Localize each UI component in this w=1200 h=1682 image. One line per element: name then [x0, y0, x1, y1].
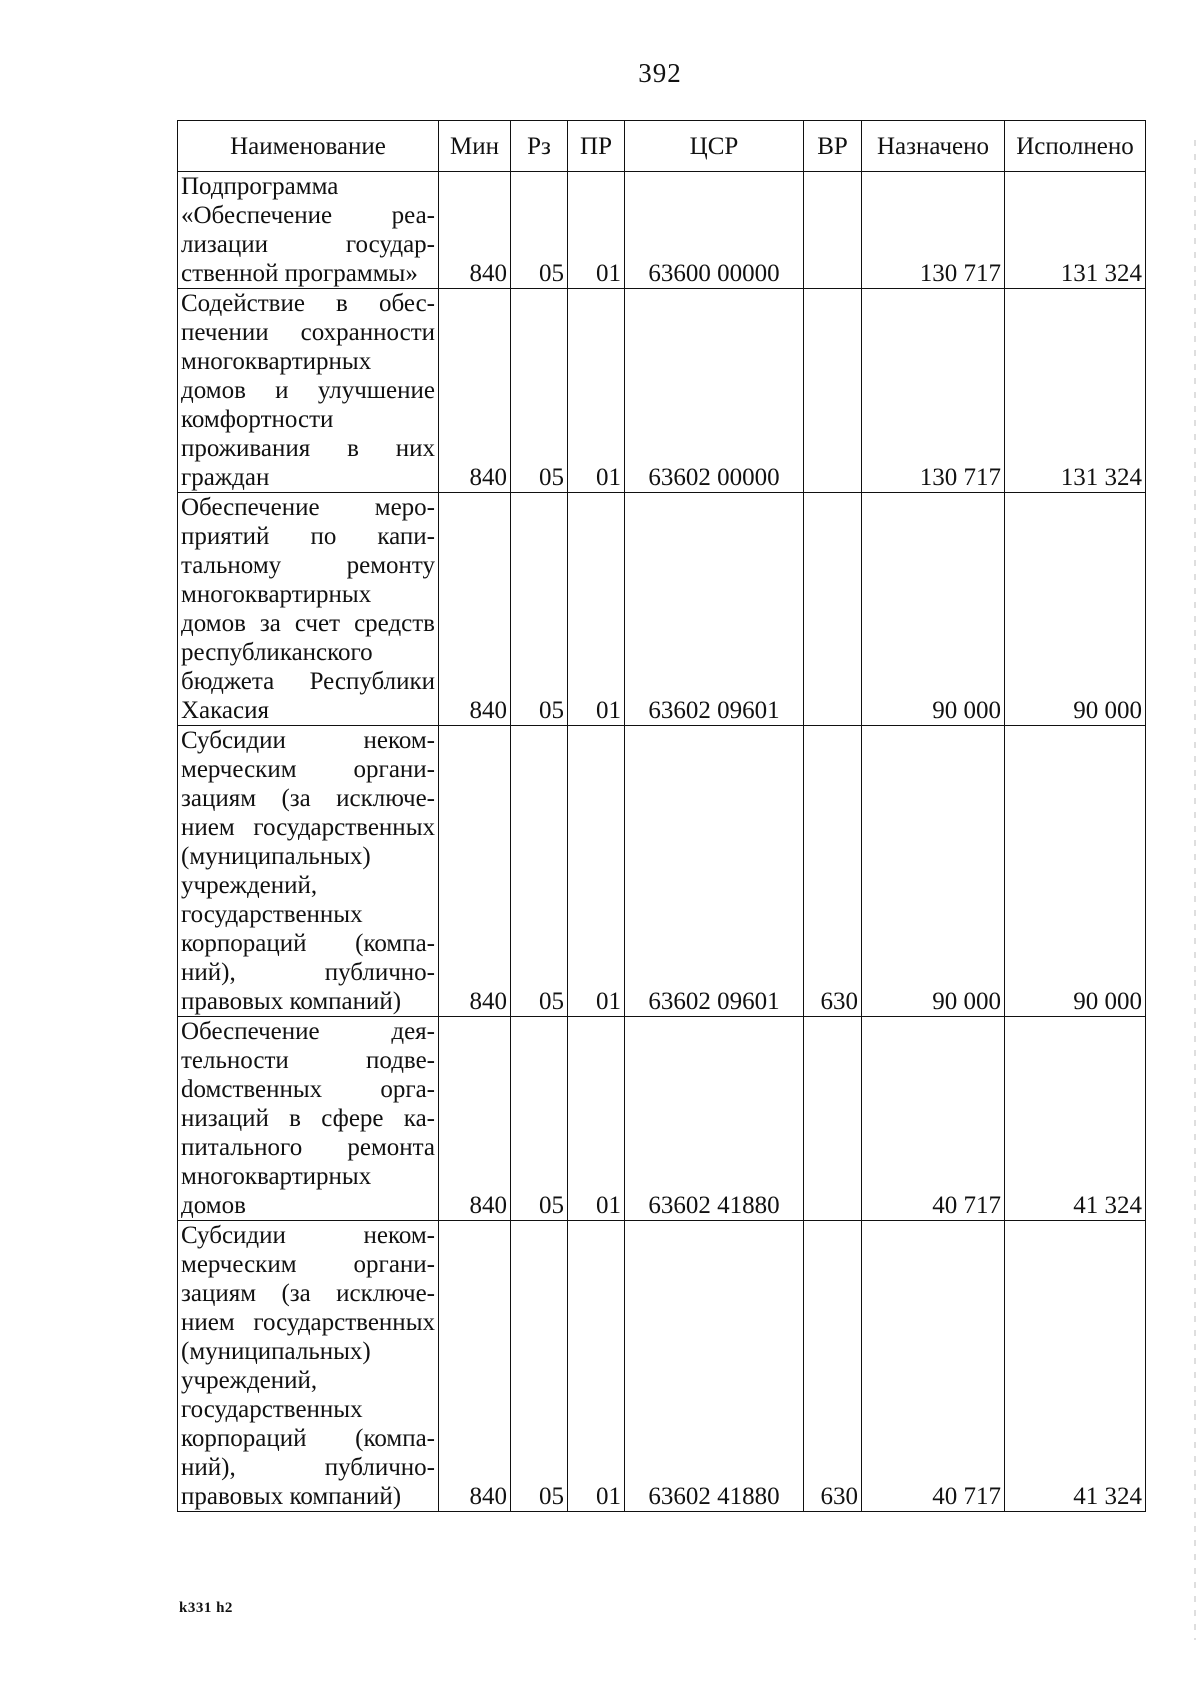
row-csr: 63602 41880: [625, 1017, 804, 1221]
table-row: [178, 289, 1146, 493]
row-executed: 41 324: [1005, 1221, 1146, 1512]
footer-code: k331 h2: [179, 1600, 233, 1616]
row-csr: 63602 09601: [625, 493, 804, 726]
row-min: 840: [439, 726, 511, 1017]
row-pr: 01: [568, 1017, 625, 1221]
row-executed: 41 324: [1005, 1017, 1146, 1221]
row-pr: 01: [568, 289, 625, 493]
row-assigned: 40 717: [862, 1221, 1005, 1512]
row-pr: 01: [568, 726, 625, 1017]
row-name: Обеспечение мероприятий по капитальному ремонту многоквартирных домов за счет средств республиканского бюджета Республики Хакасия: [178, 493, 439, 726]
row-min: 840: [439, 1221, 511, 1512]
row-min: 840: [439, 1017, 511, 1221]
row-executed: 131 324: [1005, 289, 1146, 493]
row-vr: 630: [804, 726, 862, 1017]
row-vr: [804, 1017, 862, 1221]
row-assigned: 90 000: [862, 726, 1005, 1017]
header-pr: ПР: [568, 121, 625, 172]
row-name: Субсидии некоммерческим организациям (за исключением государственных (муниципальных) учреждений, государственных корпораций (компаний), публично-правовых компаний): [178, 726, 439, 1017]
scan-edge-artifact: [1194, 140, 1196, 1640]
row-csr: 63602 41880: [625, 1221, 804, 1512]
row-csr: 63600 00000: [625, 172, 804, 289]
header-rz: Рз: [511, 121, 568, 172]
header-csr: ЦСР: [625, 121, 804, 172]
row-pr: 01: [568, 172, 625, 289]
row-name: Подпрограмма «Обеспечение реализации государственной программы»: [178, 172, 439, 289]
header-name: Наименование: [178, 121, 439, 172]
row-name: Обеспечение деятельности подвеdомственных организаций в сфере капитального ремонта многоквартирных домов: [178, 1017, 439, 1221]
table-row: [178, 1017, 1146, 1221]
row-assigned: 90 000: [862, 493, 1005, 726]
row-min: 840: [439, 493, 511, 726]
row-pr: 01: [568, 493, 625, 726]
row-assigned: 130 717: [862, 172, 1005, 289]
header-executed: Исполнено: [1005, 121, 1146, 172]
row-vr: [804, 493, 862, 726]
row-pr: 01: [568, 1221, 625, 1512]
header-assigned: Назначено: [862, 121, 1005, 172]
header-min: Мин: [439, 121, 511, 172]
row-csr: 63602 09601: [625, 726, 804, 1017]
row-executed: 131 324: [1005, 172, 1146, 289]
table-header-row: [178, 121, 1146, 172]
table-row: [178, 726, 1146, 1017]
table-row: [178, 493, 1146, 726]
table-row: [178, 1221, 1146, 1512]
row-rz: 05: [511, 289, 568, 493]
row-vr: 630: [804, 1221, 862, 1512]
row-rz: 05: [511, 493, 568, 726]
page-number: 392: [638, 58, 682, 88]
row-rz: 05: [511, 172, 568, 289]
row-rz: 05: [511, 1017, 568, 1221]
row-assigned: 40 717: [862, 1017, 1005, 1221]
row-rz: 05: [511, 726, 568, 1017]
header-vr: ВР: [804, 121, 862, 172]
row-csr: 63602 00000: [625, 289, 804, 493]
row-min: 840: [439, 172, 511, 289]
row-executed: 90 000: [1005, 493, 1146, 726]
budget-table: [177, 120, 1146, 1512]
row-vr: [804, 172, 862, 289]
row-assigned: 130 717: [862, 289, 1005, 493]
row-name: Субсидии некоммерческим организациям (за исключением государственных (муниципальных) учреждений, государственных корпораций (компаний), публично-правовых компаний): [178, 1221, 439, 1512]
row-vr: [804, 289, 862, 493]
row-name: Содействие в обеспечении сохранности многоквартирных домов и улучшение комфортности проживания в них граждан: [178, 289, 439, 493]
table-row: [178, 172, 1146, 289]
row-rz: 05: [511, 1221, 568, 1512]
budget-table-container: [177, 120, 1146, 1512]
row-executed: 90 000: [1005, 726, 1146, 1017]
row-min: 840: [439, 289, 511, 493]
